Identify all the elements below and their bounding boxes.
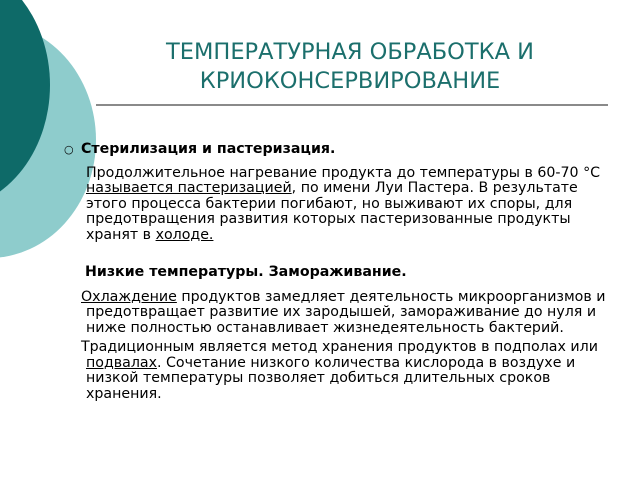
link-cooling[interactable]: Охлаждение [81, 288, 177, 305]
paragraph-storage [66, 340, 611, 402]
paragraph-cooling-text: продуктов замедляет деятельность микроорганизмов и предотвращает развитие их зародышей, замораживание до нуля и ниже полностью останавливает жизнедеятельность бактерий. [86, 288, 606, 336]
link-cold[interactable]: холоде. [155, 226, 214, 243]
paragraph-storage-text-a: Традиционным является метод хранения продуктов в подполах или [81, 339, 598, 355]
paragraph-pasteurization-text-a: Продолжительное нагревание продукта до температуры в 60-70 °С [86, 164, 601, 181]
link-pasteurization[interactable]: называется пастеризацией [86, 180, 292, 196]
title-divider [96, 104, 608, 106]
paragraph-storage-text-b: . Сочетание низкого количества кислорода в воздухе и низкой температуры позволяет добиться длительных сроков хранения. [86, 354, 576, 402]
section1-heading-row [66, 142, 611, 158]
slide-title-line2: КРИОКОНСЕРВИРОВАНИЕ [199, 68, 501, 94]
slide-title-line1: ТЕМПЕРАТУРНАЯ ОБРАБОТКА И [166, 39, 534, 65]
section2-heading: Низкие температуры. Замораживание. [85, 264, 407, 280]
section1-heading: Стерилизация и пастеризация. [81, 141, 336, 157]
bullet-icon: ○ [64, 143, 74, 156]
paragraph-pasteurization [66, 166, 611, 244]
paragraph-pasteurization-text-b: , по имени Луи Пастера. В результате этого процесса бактерии погибают, но выживают их споры, для предотвращения развития которых пастеризованные продукты хранят в [86, 180, 578, 243]
paragraph-cooling [66, 290, 611, 337]
link-basements[interactable]: подвалах [86, 354, 157, 371]
slide-body [66, 142, 611, 402]
section2-heading-row [66, 265, 611, 281]
slide-title [100, 38, 600, 96]
